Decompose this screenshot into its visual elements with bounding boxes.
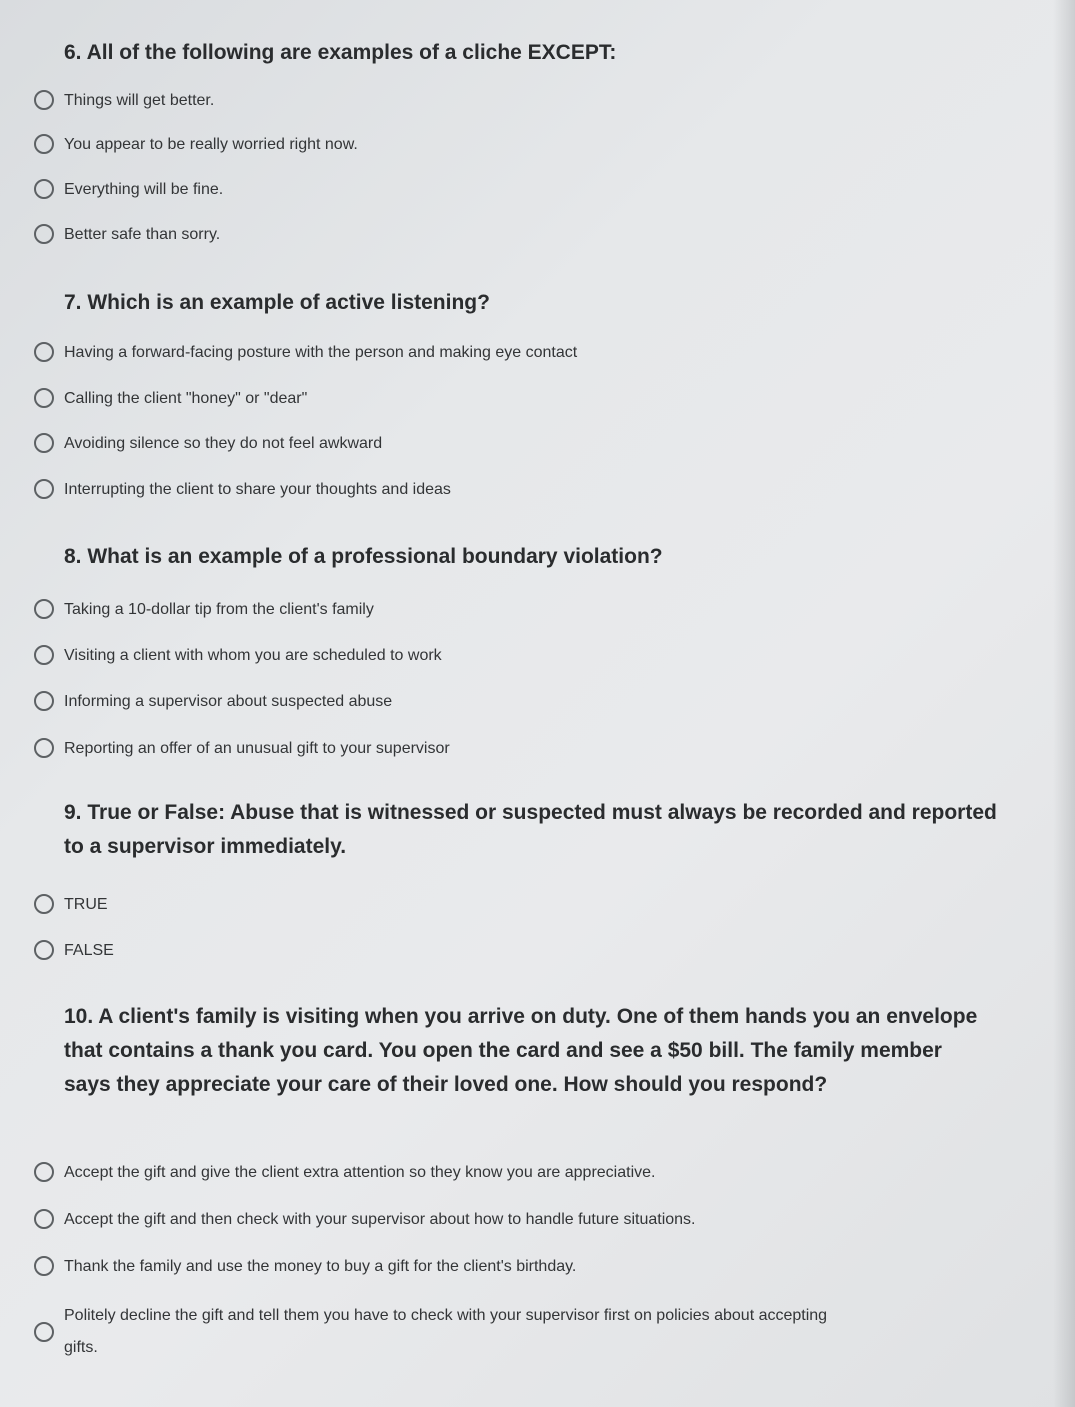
option-radio[interactable] <box>0 388 307 410</box>
radio-button[interactable] <box>34 224 54 244</box>
option-label: Visiting a client with whom you are scheduled to work <box>64 647 442 664</box>
question-title: 6. All of the following are examples of a cliche EXCEPT: <box>64 41 617 64</box>
option-radio[interactable] <box>0 1256 576 1278</box>
option-radio[interactable] <box>0 894 108 916</box>
option-radio[interactable] <box>0 940 114 962</box>
option-radio[interactable] <box>0 599 374 621</box>
question-10 <box>0 1000 1040 1356</box>
radio-button[interactable] <box>34 90 54 110</box>
radio-button[interactable] <box>34 738 54 758</box>
radio-button[interactable] <box>34 1256 54 1276</box>
radio-button[interactable] <box>34 1162 54 1182</box>
question-6 <box>0 36 1040 243</box>
option-label: Reporting an offer of an unusual gift to your supervisor <box>64 740 450 757</box>
option-radio[interactable] <box>0 1209 695 1231</box>
option-label: Better safe than sorry. <box>64 226 221 243</box>
radio-button[interactable] <box>34 388 54 408</box>
option-label: Accept the gift and give the client extra attention so they know you are appreciative. <box>64 1164 656 1181</box>
option-radio[interactable] <box>0 645 442 667</box>
option-label: FALSE <box>64 942 114 959</box>
radio-button[interactable] <box>34 479 54 499</box>
option-radio[interactable] <box>0 433 382 455</box>
option-label: Having a forward-facing posture with the person and making eye contact <box>64 344 578 361</box>
option-label: Thank the family and use the money to buy a gift for the client's birthday. <box>64 1258 577 1275</box>
radio-button[interactable] <box>34 1209 54 1229</box>
screen-edge-shadow <box>1053 0 1075 1407</box>
option-label: Calling the client "honey" or "dear" <box>64 390 308 407</box>
option-label: Politely decline the gift and tell them you have to check with your supervisor first on policies about accepting gifts. <box>64 1307 828 1356</box>
radio-button[interactable] <box>34 134 54 154</box>
option-radio[interactable] <box>0 1162 655 1184</box>
radio-button[interactable] <box>34 599 54 619</box>
option-radio[interactable] <box>0 224 220 246</box>
question-title: 10. A client's family is visiting when you arrive on duty. One of them hands you an envelope that contains a thank you card. You open the card and see a $50 bill. The family member says they appreciate your care of their loved one. How should you respond? <box>64 1005 978 1096</box>
question-title: 8. What is an example of a professional boundary violation? <box>64 545 663 568</box>
option-radio[interactable] <box>0 342 577 364</box>
radio-button[interactable] <box>34 691 54 711</box>
radio-button[interactable] <box>34 1322 54 1342</box>
radio-button[interactable] <box>34 179 54 199</box>
option-label: Avoiding silence so they do not feel awkward <box>64 435 383 452</box>
question-7 <box>0 286 1040 498</box>
option-radio[interactable] <box>0 691 392 713</box>
radio-button[interactable] <box>34 940 54 960</box>
option-label: Things will get better. <box>64 92 215 109</box>
option-radio[interactable] <box>0 90 214 112</box>
option-label: Taking a 10-dollar tip from the client's family <box>64 601 374 618</box>
option-label: Interrupting the client to share your thoughts and ideas <box>64 481 451 498</box>
option-label: Everything will be fine. <box>64 181 224 198</box>
question-8 <box>0 540 1040 757</box>
radio-button[interactable] <box>34 433 54 453</box>
option-label: Accept the gift and then check with your supervisor about how to handle future situations. <box>64 1211 696 1228</box>
option-radio[interactable] <box>0 738 450 760</box>
option-radio[interactable] <box>0 134 358 156</box>
question-9 <box>0 796 1040 959</box>
option-radio[interactable] <box>0 1300 844 1364</box>
radio-button[interactable] <box>34 342 54 362</box>
option-label: TRUE <box>64 896 108 913</box>
radio-button[interactable] <box>34 645 54 665</box>
option-label: You appear to be really worried right now. <box>64 136 358 153</box>
option-radio[interactable] <box>0 179 223 201</box>
question-title: 7. Which is an example of active listening? <box>64 291 490 314</box>
option-radio[interactable] <box>0 479 451 501</box>
question-title: 9. True or False: Abuse that is witnessed or suspected must always be recorded and reported to a supervisor immediately. <box>64 801 997 858</box>
radio-button[interactable] <box>34 894 54 914</box>
option-label: Informing a supervisor about suspected abuse <box>64 693 393 710</box>
